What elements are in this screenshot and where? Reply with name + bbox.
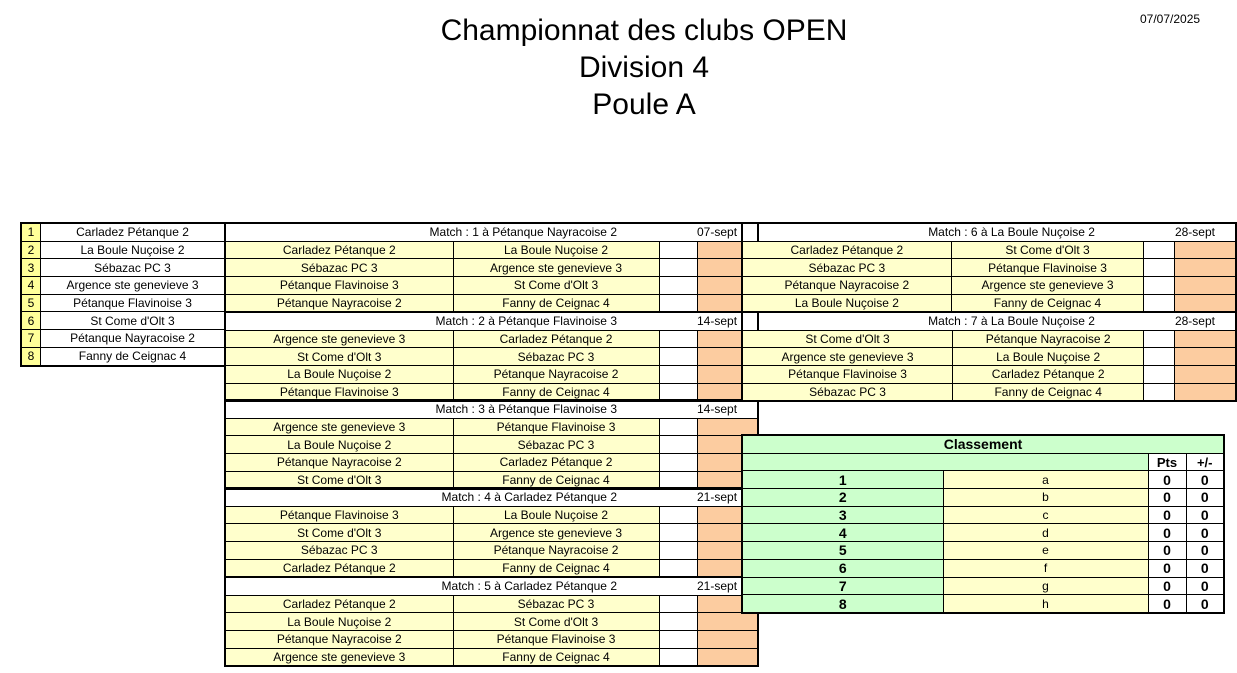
ranking-header-spacer: [742, 453, 1148, 471]
score-cell[interactable]: [659, 259, 697, 277]
game-row: [742, 330, 1236, 348]
team-row: [21, 294, 225, 312]
home-team: Pétanque Flavinoise 3: [742, 366, 953, 384]
game-row: [225, 366, 758, 384]
game-row: [225, 418, 758, 436]
team-row: [21, 223, 225, 241]
game-row: [225, 454, 758, 472]
home-team: Pétanque Nayracoise 2: [742, 277, 951, 295]
ranking-goal-diff: 0: [1186, 595, 1224, 613]
away-team: La Boule Nuçoise 2: [453, 506, 659, 524]
score-cell[interactable]: [1144, 294, 1175, 312]
away-team: Argence ste genevieve 3: [453, 259, 659, 277]
ranking-row: [742, 471, 1224, 489]
ranking-points: 0: [1148, 524, 1186, 542]
home-team: Argence ste genevieve 3: [225, 648, 453, 666]
ranking-points: 0: [1148, 577, 1186, 595]
score-cell[interactable]: [1144, 366, 1175, 384]
home-team: Sébazac PC 3: [742, 259, 951, 277]
ranking-row: [742, 595, 1224, 613]
home-team: Pétanque Nayracoise 2: [225, 294, 453, 312]
team-row: [21, 347, 225, 365]
score-cell[interactable]: [659, 436, 697, 454]
home-team: St Come d'Olt 3: [225, 471, 453, 489]
match-block-1: [224, 222, 759, 313]
score-cell[interactable]: [659, 330, 697, 348]
match-block-2: [224, 311, 759, 402]
score-cell-highlight[interactable]: [1175, 348, 1236, 366]
away-team: St Come d'Olt 3: [453, 613, 659, 631]
score-cell[interactable]: [1144, 277, 1175, 295]
ranking-row: [742, 559, 1224, 577]
score-cell[interactable]: [1144, 348, 1175, 366]
ranking-position: 4: [742, 524, 943, 542]
ranking-goal-diff: 0: [1186, 542, 1224, 560]
away-team: Fanny de Ceignac 4: [453, 648, 659, 666]
ranking-row: [742, 542, 1224, 560]
score-cell-highlight[interactable]: [1175, 241, 1236, 259]
team-number: 4: [21, 277, 41, 295]
away-team: Argence ste genevieve 3: [951, 277, 1144, 295]
game-row: [225, 648, 758, 666]
home-team: Argence ste genevieve 3: [225, 418, 453, 436]
ranking-goal-diff: 0: [1186, 506, 1224, 524]
match-date: 28-sept: [1175, 223, 1236, 241]
away-team: Carladez Pétanque 2: [453, 330, 659, 348]
ranking-title: Classement: [742, 435, 1224, 453]
match-date: 14-sept: [697, 400, 758, 418]
home-team: Pétanque Flavinoise 3: [225, 383, 453, 401]
team-name: Carladez Pétanque 2: [41, 223, 226, 241]
game-row: [742, 241, 1236, 259]
game-row: [225, 613, 758, 631]
team-row: [21, 312, 225, 330]
game-row: [225, 506, 758, 524]
game-row: [225, 277, 758, 295]
home-team: Sébazac PC 3: [225, 259, 453, 277]
away-team: La Boule Nuçoise 2: [953, 348, 1144, 366]
team-name: Pétanque Flavinoise 3: [41, 294, 226, 312]
match-date: 07-sept: [697, 223, 758, 241]
score-cell[interactable]: [659, 524, 697, 542]
home-team: Carladez Pétanque 2: [225, 241, 453, 259]
ranking-goal-diff: 0: [1186, 489, 1224, 507]
score-cell[interactable]: [659, 454, 697, 472]
team-row: [21, 241, 225, 259]
ranking-row: [742, 577, 1224, 595]
ranking-goal-diff: 0: [1186, 577, 1224, 595]
match-block-7: [741, 311, 1237, 402]
game-row: [742, 259, 1236, 277]
ranking-team: f: [943, 559, 1148, 577]
score-cell[interactable]: [659, 595, 697, 613]
home-team: Pétanque Nayracoise 2: [225, 631, 453, 649]
ranking-goal-diff: 0: [1186, 524, 1224, 542]
team-list: [20, 222, 226, 367]
away-team: Sébazac PC 3: [453, 595, 659, 613]
team-number: 5: [21, 294, 41, 312]
game-row: [225, 294, 758, 312]
score-cell[interactable]: [659, 241, 697, 259]
home-team: Pétanque Flavinoise 3: [225, 277, 453, 295]
game-row: [225, 330, 758, 348]
ranking-position: 6: [742, 559, 943, 577]
game-row: [225, 436, 758, 454]
score-cell[interactable]: [659, 542, 697, 560]
away-team: La Boule Nuçoise 2: [453, 241, 659, 259]
team-name: La Boule Nuçoise 2: [41, 241, 226, 259]
ranking-row: [742, 524, 1224, 542]
game-row: [742, 277, 1236, 295]
team-name: Pétanque Nayracoise 2: [41, 330, 226, 348]
ranking-goal-diff: 0: [1186, 559, 1224, 577]
score-cell[interactable]: [659, 366, 697, 384]
away-team: Pétanque Nayracoise 2: [453, 542, 659, 560]
away-team: Fanny de Ceignac 4: [951, 294, 1144, 312]
away-team: Carladez Pétanque 2: [453, 454, 659, 472]
game-row: [742, 348, 1236, 366]
match-header: Match : 4 à Carladez Pétanque 2: [225, 488, 697, 506]
home-team: Pétanque Nayracoise 2: [225, 454, 453, 472]
home-team: Pétanque Flavinoise 3: [225, 506, 453, 524]
score-cell[interactable]: [1144, 383, 1175, 401]
score-cell[interactable]: [659, 506, 697, 524]
score-cell[interactable]: [1144, 259, 1175, 277]
away-team: Pétanque Flavinoise 3: [951, 259, 1144, 277]
ranking-team: a: [943, 471, 1148, 489]
game-row: [742, 383, 1236, 401]
score-cell[interactable]: [659, 348, 697, 366]
match-header: Match : 7 à La Boule Nuçoise 2: [742, 312, 1175, 330]
team-number: 8: [21, 347, 41, 365]
title-line-3: Poule A: [592, 88, 696, 121]
team-number: 1: [21, 223, 41, 241]
score-cell[interactable]: [659, 277, 697, 295]
ranking-diff-header: +/-: [1186, 453, 1224, 471]
match-date: 21-sept: [697, 577, 758, 595]
title-line-1: Championnat des clubs OPEN: [440, 14, 848, 47]
away-team: Pétanque Flavinoise 3: [453, 418, 659, 436]
game-row: [742, 294, 1236, 312]
ranking-position: 7: [742, 577, 943, 595]
away-team: Fanny de Ceignac 4: [453, 294, 659, 312]
away-team: Pétanque Nayracoise 2: [953, 330, 1144, 348]
home-team: Argence ste genevieve 3: [225, 330, 453, 348]
ranking-points: 0: [1148, 559, 1186, 577]
team-number: 6: [21, 312, 41, 330]
team-name: St Come d'Olt 3: [41, 312, 226, 330]
game-row: [225, 259, 758, 277]
game-row: [742, 366, 1236, 384]
match-date: 28-sept: [1175, 312, 1236, 330]
home-team: St Come d'Olt 3: [225, 348, 453, 366]
game-row: [225, 559, 758, 577]
score-cell[interactable]: [659, 559, 697, 577]
score-cell[interactable]: [659, 418, 697, 436]
away-team: Fanny de Ceignac 4: [453, 559, 659, 577]
home-team: Carladez Pétanque 2: [742, 241, 951, 259]
team-name: Sébazac PC 3: [41, 259, 226, 277]
away-team: Argence ste genevieve 3: [453, 524, 659, 542]
away-team: St Come d'Olt 3: [453, 277, 659, 295]
game-row: [225, 241, 758, 259]
home-team: Sébazac PC 3: [225, 542, 453, 560]
score-cell[interactable]: [659, 631, 697, 649]
team-number: 2: [21, 241, 41, 259]
score-cell-highlight[interactable]: [1175, 366, 1236, 384]
print-date: 07/07/2025: [1140, 12, 1201, 26]
title-line-2: Division 4: [578, 51, 710, 84]
score-cell[interactable]: [659, 294, 697, 312]
away-team: Fanny de Ceignac 4: [453, 471, 659, 489]
score-cell[interactable]: [659, 648, 697, 666]
match-date: 14-sept: [697, 312, 758, 330]
ranking-team: e: [943, 542, 1148, 560]
game-row: [225, 542, 758, 560]
away-team: Pétanque Nayracoise 2: [453, 366, 659, 384]
away-team: Sébazac PC 3: [453, 348, 659, 366]
home-team: Carladez Pétanque 2: [225, 595, 453, 613]
score-cell[interactable]: [1144, 330, 1175, 348]
away-team: Fanny de Ceignac 4: [453, 383, 659, 401]
ranking-team: c: [943, 506, 1148, 524]
home-team: La Boule Nuçoise 2: [225, 366, 453, 384]
home-team: Argence ste genevieve 3: [742, 348, 953, 366]
match-block-5: [224, 576, 759, 667]
away-team: Fanny de Ceignac 4: [953, 383, 1144, 401]
home-team: St Come d'Olt 3: [225, 524, 453, 542]
score-cell-highlight[interactable]: [697, 648, 758, 666]
ranking-goal-diff: 0: [1186, 471, 1224, 489]
home-team: Sébazac PC 3: [742, 383, 953, 401]
match-header: Match : 6 à La Boule Nuçoise 2: [742, 223, 1175, 241]
team-row: [21, 330, 225, 348]
ranking-position: 2: [742, 489, 943, 507]
ranking-table: [741, 434, 1225, 614]
away-team: Carladez Pétanque 2: [953, 366, 1144, 384]
away-team: St Come d'Olt 3: [951, 241, 1144, 259]
home-team: La Boule Nuçoise 2: [225, 436, 453, 454]
game-row: [225, 595, 758, 613]
game-row: [225, 348, 758, 366]
score-cell-highlight[interactable]: [697, 613, 758, 631]
score-cell-highlight[interactable]: [1175, 383, 1236, 401]
match-header: Match : 5 à Carladez Pétanque 2: [225, 577, 697, 595]
match-date: 21-sept: [697, 488, 758, 506]
home-team: Carladez Pétanque 2: [225, 559, 453, 577]
ranking-position: 3: [742, 506, 943, 524]
ranking-team: d: [943, 524, 1148, 542]
away-team: Pétanque Flavinoise 3: [453, 631, 659, 649]
ranking-points: 0: [1148, 506, 1186, 524]
score-cell-highlight[interactable]: [1175, 277, 1236, 295]
ranking-position: 1: [742, 471, 943, 489]
match-header: Match : 3 à Pétanque Flavinoise 3: [225, 400, 697, 418]
team-row: [21, 277, 225, 295]
match-block-4: [224, 487, 759, 578]
ranking-team: h: [943, 595, 1148, 613]
ranking-position: 5: [742, 542, 943, 560]
score-cell-highlight[interactable]: [1175, 294, 1236, 312]
score-cell-highlight[interactable]: [1175, 330, 1236, 348]
ranking-team: g: [943, 577, 1148, 595]
game-row: [225, 524, 758, 542]
ranking-points: 0: [1148, 542, 1186, 560]
team-row: [21, 259, 225, 277]
score-cell-highlight[interactable]: [1175, 259, 1236, 277]
home-team: La Boule Nuçoise 2: [742, 294, 951, 312]
ranking-points: 0: [1148, 471, 1186, 489]
ranking-points: 0: [1148, 489, 1186, 507]
team-name: Fanny de Ceignac 4: [41, 347, 226, 365]
match-header: Match : 2 à Pétanque Flavinoise 3: [225, 312, 697, 330]
game-row: [225, 631, 758, 649]
home-team: St Come d'Olt 3: [742, 330, 953, 348]
ranking-position: 8: [742, 595, 943, 613]
team-number: 3: [21, 259, 41, 277]
score-cell[interactable]: [1144, 241, 1175, 259]
ranking-row: [742, 506, 1224, 524]
ranking-team: b: [943, 489, 1148, 507]
ranking-pts-header: Pts: [1148, 453, 1186, 471]
team-number: 7: [21, 330, 41, 348]
ranking-points: 0: [1148, 595, 1186, 613]
match-block-3: [224, 399, 759, 490]
team-name: Argence ste genevieve 3: [41, 277, 226, 295]
home-team: La Boule Nuçoise 2: [225, 613, 453, 631]
away-team: Sébazac PC 3: [453, 436, 659, 454]
match-block-6: [741, 222, 1237, 313]
match-header: Match : 1 à Pétanque Nayracoise 2: [225, 223, 697, 241]
score-cell[interactable]: [659, 613, 697, 631]
score-cell-highlight[interactable]: [697, 631, 758, 649]
ranking-row: [742, 489, 1224, 507]
